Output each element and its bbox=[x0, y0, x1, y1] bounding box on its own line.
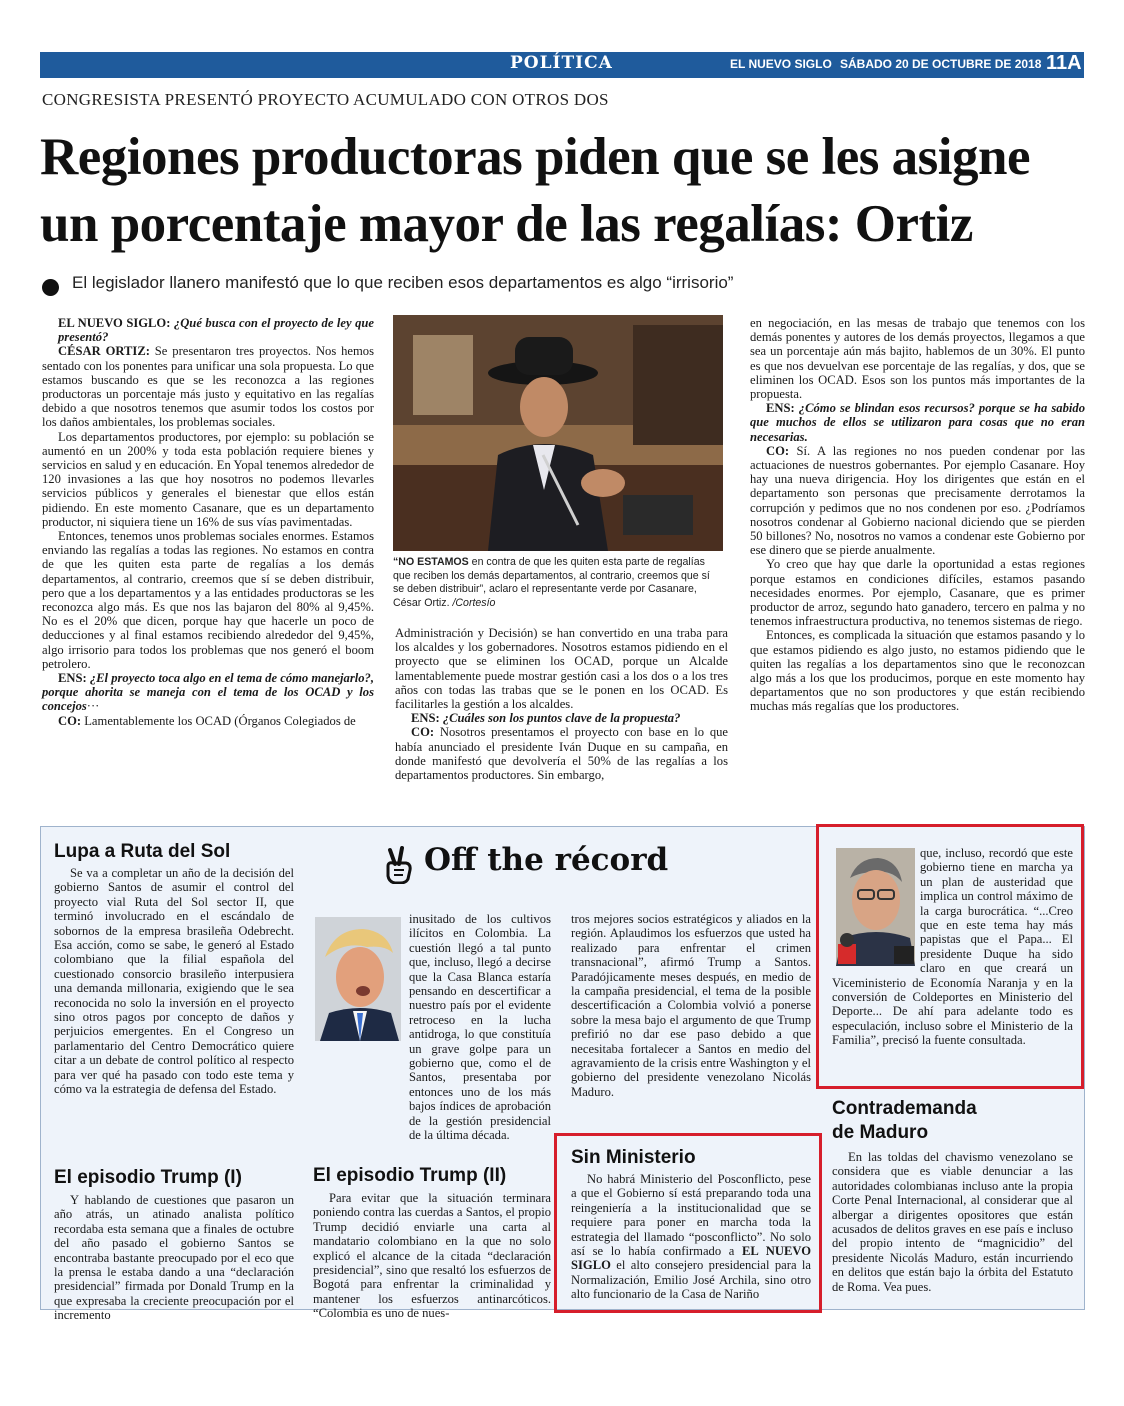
cesar-ortiz-photo bbox=[393, 315, 723, 551]
interviewer-label: ENS: bbox=[766, 401, 795, 416]
paragraph: que, incluso, recordó que este gobierno tiene en marcha ya un plan de austeridad que implica un control máximo de la carga burocrática. “...Creo que en este tema hay más papistas que el Papa... El presidente Duque ha sido claro en que creará un Viceministerio de Economía Naranja y en la conversión de Coldeportes en Ministerio del Deporte... De ahí para adelante todo es especulación, incluso sobre el Ministerio de la Familia”, precisó la fuente consultada. bbox=[832, 846, 1073, 1048]
article-column-2 bbox=[395, 626, 728, 782]
interviewer-label: EL NUEVO SIGLO: bbox=[58, 316, 171, 330]
text-part: No habrá Ministerio del Posconflicto, pese a que el Gobierno sí está preparando toda una reingeniería a la institucionalidad que se requiere para poner en marcha toda la estrategia del llamado “posconflicto”. No solo así se lo había confirmado a bbox=[571, 1172, 811, 1259]
headline-line-1: Regiones productoras piden que se les asigne bbox=[40, 128, 1030, 186]
question-2: ¿El proyecto toca algo en el tema de cómo manejarlo?, porque ahorita se maneja con el tema de los OCAD y los concejos bbox=[42, 671, 374, 714]
paragraph: Yo creo que hay que darle la oportunidad a estas regiones porque estamos en condiciones difíciles, estamos pasando necesidades enormes. Por ejemplo, Casanare, que es primer productor de arroz, segundo hato ganadero, tercero en palma y no tenemos infraestructura productiva, no tenemos sistemas de riego. bbox=[750, 557, 1085, 629]
interviewee-label: CO: bbox=[766, 443, 790, 458]
paragraph: En las toldas del chavismo venezolano se considera que es viable denunciar a las autoridades colombianas incluso ante la propia Corte Penal Internacional, al considerar que al albergar a dirigentes opositores que están acusados de delitos graves en ese país e incluso del propio intento de “magnicidio” del presidente Nicolás Maduro, están incurriendo en delitos que están bajo la órbita del Estatuto de Roma. Vea pues. bbox=[832, 1150, 1073, 1294]
interviewer-label: ENS: bbox=[58, 671, 87, 686]
trump-1-text bbox=[54, 1193, 294, 1323]
sin-ministerio-text bbox=[571, 1172, 811, 1302]
paragraph: Entonces, es complicada la situación que estamos pasando y lo que estamos pidiendo es algo justo, no estamos pidiendo que le quiten las regalías a los departamentos sino que le reconozcan algo más a los que los producimos, porque en este momento hay departamentos que no son productores y que están recibiendo muchas más regalías que los productores. bbox=[750, 628, 1085, 714]
answer-4: Sí. A las regiones no nos pueden condenar por las actuaciones de nuestros gobernantes. Por ejemplo Casanare. Hoy hay una nueva dirigencia. Hoy los dirigentes que están en el departamento son personas que precisamente derrotamos la corrupción y pedimos que no nos condenen por eso. ¿Podríamos nosotros condenar al Gobierno nacional diciendo que se pierden 50 billones? No, nosotros no vamos a condenar este Gobierno por ese dinero que se pierde anualmente. bbox=[750, 443, 1085, 558]
caption-lead: “NO ESTAMOS bbox=[393, 556, 469, 568]
paragraph: en negociación, en las mesas de trabajo que tenemos con los demás ponentes y autores de los demás proyectos, llegamos a que sea un porcentaje aún más bajito, hablemos de un 30%. El punto es que nos devuelvan ese porcentaje de las regalías, y dos, que se eliminen los OCAD. Esos son los puntos más importantes de la propuesta. bbox=[750, 316, 1085, 402]
article-column-3 bbox=[750, 316, 1085, 714]
interviewee-label: CO: bbox=[411, 725, 435, 740]
article-column-1 bbox=[42, 316, 374, 728]
maduro-text bbox=[832, 1150, 1073, 1294]
interviewee-label: CÉSAR ORTIZ: bbox=[58, 344, 150, 359]
bullet-icon bbox=[42, 279, 59, 296]
duque-quote-text bbox=[832, 846, 1073, 1048]
trump-2-continuation bbox=[571, 912, 811, 1099]
answer-1: Se presentaron tres proyectos. Nos hemos sentado con los ponentes para unificar una sola propuesta. Lo que estamos buscando es que se les reconozca a las regiones productoras un porcentaje más justo y equitativo en las regalías debido a que nosotros tenemos que asumir todos los costos por los daños ambientales, los problemas sociales. bbox=[42, 344, 374, 430]
paragraph: tros mejores socios estratégicos y aliados en la región. Aplaudimos los esfuerzos que usted ha realizado para enfrentar el crimen transnacional”, afirmó Trump a Santos. Paradójicamente meses después, en medio de la campaña presidencial, el tema de la posible descertificación a Colombia volvió a ponerse sobre la mesa bajo el argumento de que Trump prefirió no dar ese paso debido a que necesitaba fortalecer a Santos en medio del agravamiento de la crisis entre Washington y el gobierno del presidente venezolano Nicolás Maduro. bbox=[571, 912, 811, 1099]
trump-photo bbox=[315, 917, 401, 1041]
paragraph: Y hablando de cuestiones que pasaron un año atrás, un atinado analista político recordaba esta semana que a finales de octubre del año pasado el gobierno Santos se encontraba bastante preocupado por el eco que la prensa le estaba dando a una “declaración presidencial” firmada por Donald Trump en la que expresaba la creciente preocupación por el incremento bbox=[54, 1193, 294, 1323]
paragraph: Entonces, tenemos unos problemas sociales enormes. Estamos enviando las regalías a todas las regiones. No estamos en contra de que les quiten esta parte de regalías a los demás departamentos, al contrario, creemos que sí se deben distribuir, pero que a los departamentos y a las entidades productoras se les reconozca algo más. Es que nos las bajaron del 80% al 9,45%. No es el 20% que dicen, porque hay que hacerle un poco de deducciones y al final estamos recibiendo alrededor del 9,45%, algo irrisorio para todos los problemas que nos generó el boom petrolero. bbox=[42, 529, 374, 671]
maduro-title-line-2: de Maduro bbox=[832, 1122, 929, 1143]
interviewer-label: ENS: bbox=[411, 711, 440, 726]
paragraph: Se va a completar un año de la decisión del gobierno Santos de asumir el control del proyecto vial Ruta del Sol sector II, que terminó involucrado en el escándalo de sobornos de la empresa brasileña Odebrecht. Esa acción, como se sabe, le generó al Estado colombiano que la filial española del cuestionado consorcio brasileño interpusiera una demanda millonaria, exigiendo que le sea reconocida no solo la inversión en el proyecto sino otros pagos por concepto de daños y perjuicios emergentes. En el Congreso un parlamentario del Centro Democrático quiere citar a un debate de control político al respecto para ver qué ha pasado con todo este tema y cómo va la estrategia de defensa del Estado. bbox=[54, 866, 294, 1097]
paragraph: inusitado de los cultivos ilícitos en Colombia. La cuestión llegó a tal punto que, incluso, llegó a decirse que la Casa Blanca estaría pensando en descertificar a nuestro país por el evidente retroceso en la lucha antidroga, lo que constituía un grave golpe para un gobierno que, como el de Santos, presentaba por entonces uno de los más bajos índices de aprobación de la gestión presidencial de la última década. bbox=[409, 912, 551, 1143]
trump-1-continuation-narrow bbox=[409, 912, 551, 1143]
text-part: el alto consejero presidencial para la Normalización, Emilio José Archila, sino otro alto funcionario de la Casa de Nariño bbox=[571, 1258, 811, 1302]
paragraph: Administración y Decisión) se han convertido en una traba para los alcaldes y los gobernadores. Nosotros estamos pidiendo en el proyecto que se eliminen los OCAD, porque un Alcalde lamentablemente puede mostrar gestión casi a los dos o a los tres años con todas las trabas que se le ponen en los OCAD. Es facilitarles la gestión a los alcaldes. bbox=[395, 626, 728, 712]
box-title: Off the récord bbox=[424, 842, 669, 878]
page-number: 11A bbox=[1046, 52, 1082, 74]
answer-2: Lamentablemente los OCAD (Órganos Colegiados de bbox=[81, 713, 356, 728]
photo-credit: /Cortesío bbox=[449, 596, 496, 609]
ellipsis: ··· bbox=[86, 699, 100, 714]
trump-2-title: El episodio Trump (II) bbox=[313, 1165, 507, 1186]
newspaper-mention: EL NUEVO SIGLO bbox=[571, 1244, 812, 1273]
peace-hand-icon bbox=[384, 846, 414, 889]
trump-2-text bbox=[313, 1191, 551, 1321]
article-headline bbox=[40, 124, 1100, 258]
answer-3: Nosotros presentamos el proyecto con base en lo que había anunciado el presidente Iván Duque en su campaña, en donde manifestó que devolvería el 50% de las regalías a los departamentos productores. Sin embargo, bbox=[395, 725, 728, 783]
headline-line-2: un porcentaje mayor de las regalías: Ortiz bbox=[40, 195, 973, 253]
article-subhead: El legislador llanero manifestó que lo que reciben esos departamentos es algo “irrisorio” bbox=[72, 273, 734, 292]
lupa-title: Lupa a Ruta del Sol bbox=[54, 841, 231, 862]
paragraph: Para evitar que la situación terminara poniendo contra las cuerdas a Santos, el propio Trump decidió enviarle una carta al mandatario colombiano en la que no solo explicó el alcance de la citada “declaración presidencial”, sino que resaltó los esfuerzos de Bogotá para enfrentar la criminalidad y mantener los esfuerzos antinarcóticos. “Colombia es uno de nues- bbox=[313, 1191, 551, 1321]
sin-ministerio-title: Sin Ministerio bbox=[571, 1147, 696, 1168]
newspaper-name: EL NUEVO SIGLO bbox=[730, 57, 832, 71]
article-kicker: CONGRESISTA PRESENTÓ PROYECTO ACUMULADO CON OTROS DOS bbox=[42, 90, 609, 109]
photo-caption bbox=[393, 556, 723, 610]
maduro-title-line-1: Contrademanda bbox=[832, 1098, 977, 1119]
question-1: ¿Qué busca con el proyecto de ley que presentó? bbox=[58, 316, 374, 345]
lupa-text bbox=[54, 866, 294, 1097]
maduro-title bbox=[832, 1097, 977, 1145]
section-name: POLÍTICA bbox=[510, 53, 613, 73]
question-3: ¿Cuáles son los puntos clave de la propuesta? bbox=[439, 711, 681, 726]
interviewee-label: CO: bbox=[58, 713, 82, 728]
trump-1-title: El episodio Trump (I) bbox=[54, 1167, 242, 1188]
issue-date: SÁBADO 20 DE OCTUBRE DE 2018 bbox=[840, 57, 1042, 71]
caption-text: en contra de que les quiten esta parte de regalías que reciben los demás departamentos, al contrario, creemos que sí se deben distribuir”, aclaro el representante verde por Casanare, César Ortiz. bbox=[393, 556, 710, 609]
paragraph: Los departamentos productores, por ejemplo: su población se aumentó en un 200% y toda esta población requiere bienes y servicios en salud y en educación. En Yopal tenemos alrededor de 120 invasiones a las que hoy nosotros no podemos llevarles servicios públicos y generales el bienestar que ellos están pidiendo. En este momento Casanare, que es un departamento productor, ni siquiera tiene un 16% de sus vías pavimentadas. bbox=[42, 429, 374, 529]
question-4: ¿Cómo se blindan esos recursos? porque se ha sabido que muchos de ellos se utilizaron para cosas que no eran necesarias. bbox=[750, 401, 1085, 444]
